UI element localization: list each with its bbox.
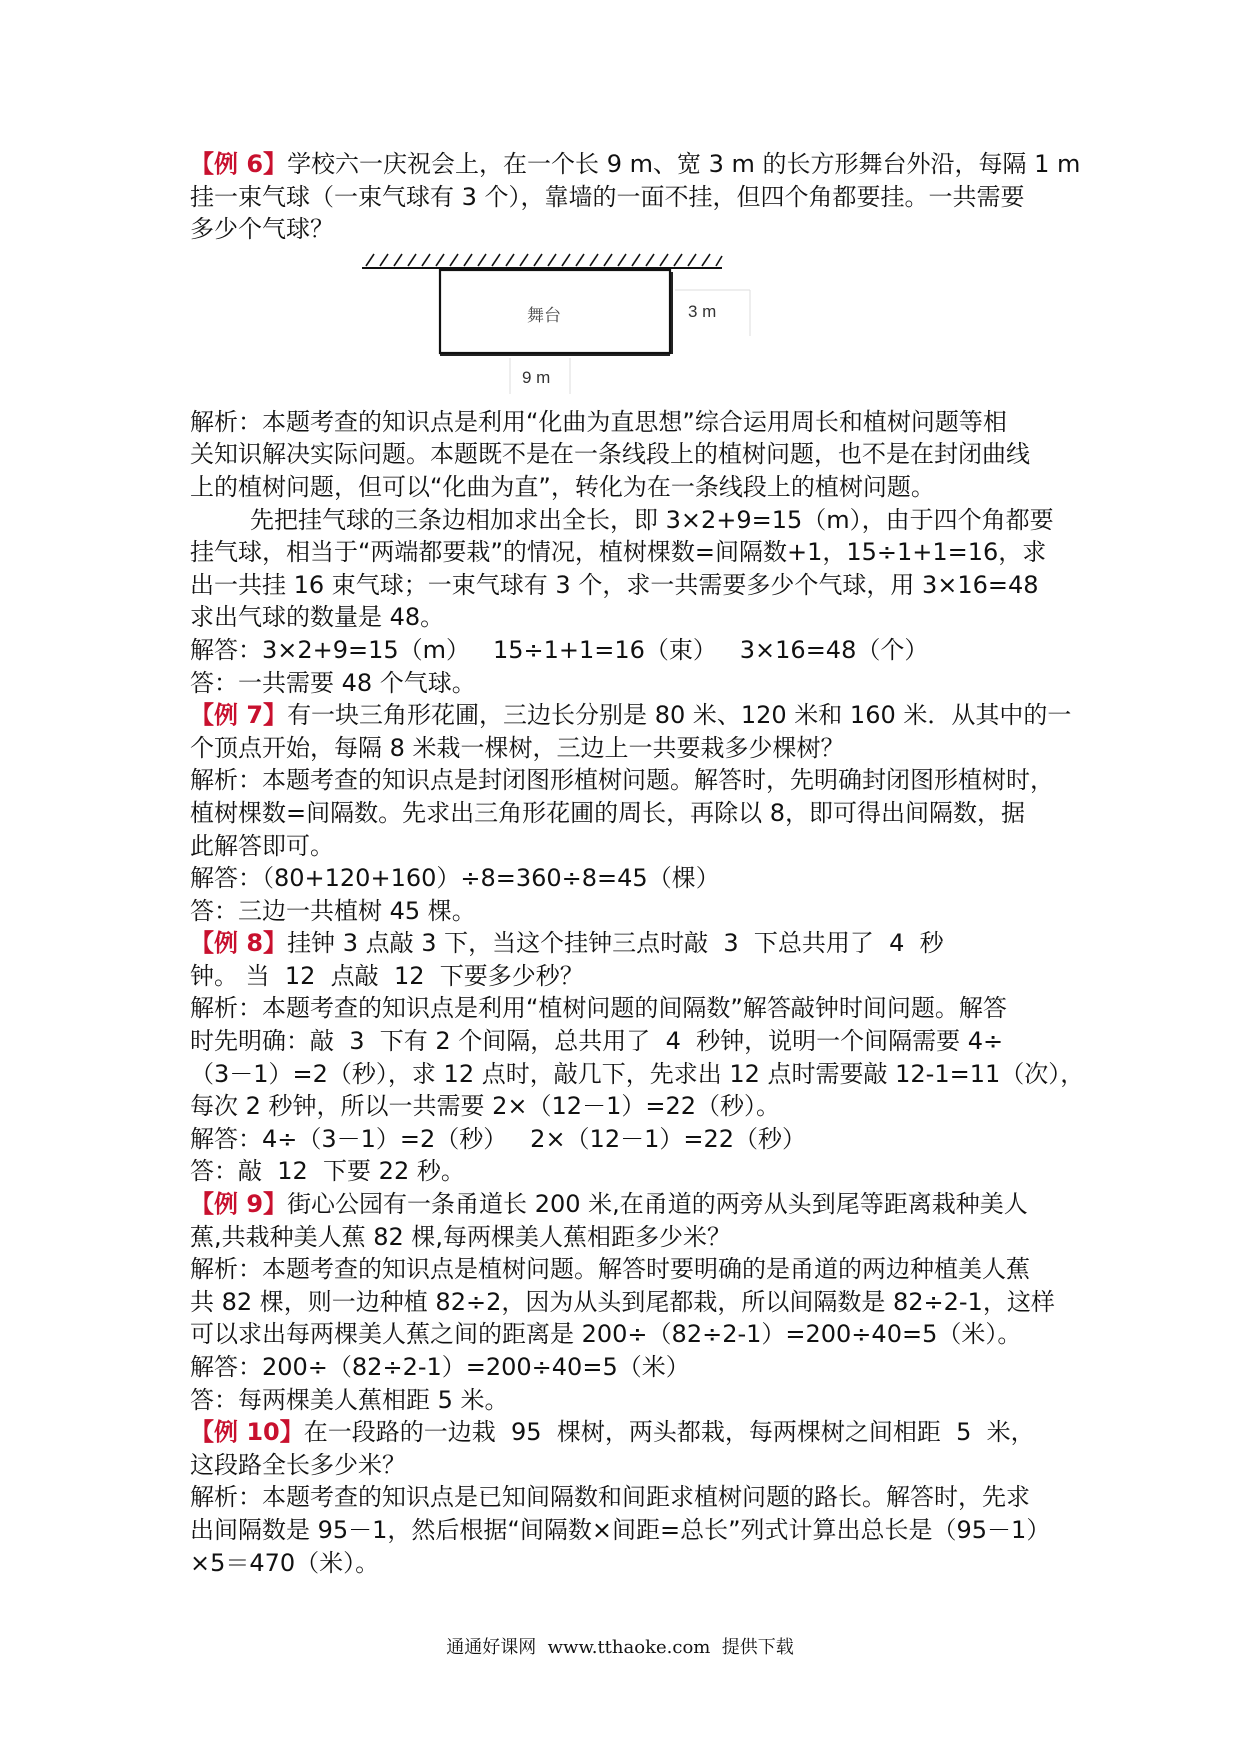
ex8-question-line: 钟。 当 12 点敲 12 下要多少秒？: [190, 961, 584, 990]
ex9-question-line: 蕉,共栽种美人蕉 82 棵,每两棵美人蕉相距多少米？: [190, 1222, 732, 1251]
ex9-solution: 解答：200÷（82÷2-1）=200÷40=5（米）: [190, 1353, 690, 1381]
ex9-analysis-line: 共 82 棵，则一边种植 82÷2，因为从头到尾都栽，所以间隔数是 82÷2-1，这样: [190, 1287, 1055, 1316]
page-footer: 通通好课网 www.tthaoke.com 提供下载: [446, 1637, 794, 1658]
ex6-question-line: 挂一束气球（一束气球有 3 个），靠墙的一面不挂，但四个角都要挂。一共需要: [190, 182, 1025, 211]
stage-diagram: [190, 246, 1060, 406]
ex9-analysis-line: 可以求出每两棵美人蕉之间的距离是 200÷（82÷2-1）=200÷40=5（米）。: [190, 1320, 1022, 1349]
width-label: 3 m: [688, 301, 717, 321]
document-body: [190, 148, 1085, 1579]
ex8-analysis-line: 时先明确：敲 3 下有 2 个间隔，总共用了 4 秒钟，说明一个间隔需要 4÷: [190, 1027, 1004, 1056]
ex9-analysis-line: 解析：本题考查的知识点是植树问题。解答时要明确的是甬道的两边种植美人蕉: [190, 1255, 1030, 1284]
ex7-analysis-line: 此解答即可。: [190, 831, 334, 860]
ex9-tag: 【例 9】: [190, 1190, 288, 1219]
ex7-analysis-line: 植树棵数=间隔数。先求出三角形花圃的周长，再除以 8，即可得出间隔数，据: [190, 798, 1026, 827]
ex6-tag: 【例 6】: [190, 150, 288, 178]
ex10-question-line: 【例 10】在一段路的一边栽 95 棵树，两头都栽，每两棵树之间相距 5 米，: [190, 1418, 1035, 1447]
ex7-solution: 解答：（80+120+160）÷8=360÷8=45（棵）: [190, 864, 720, 893]
ex6-analysis-line: 关知识解决实际问题。本题既不是在一条线段上的植树问题，也不是在封闭曲线: [190, 440, 1030, 469]
ex7-question-line: 【例 7】有一块三角形花圃，三边长分别是 80 米、120 米和 160 米．从其中的一: [190, 701, 1072, 730]
ex6-analysis-line: 挂气球，相当于“两端都要栽”的情况，植树棵数=间隔数+1，15÷1+1=16，求: [190, 538, 1047, 567]
ex7-tag: 【例 7】: [190, 701, 288, 730]
ex9-answer: 答：每两棵美人蕉相距 5 米。: [190, 1385, 509, 1414]
stage-diagram-svg: [190, 246, 1060, 406]
ex7-answer: 答：三边一共植树 45 棵。: [190, 896, 476, 925]
length-label: 9 m: [522, 367, 551, 387]
ex10-tag: 【例 10】: [190, 1418, 304, 1447]
ex8-answer: 答：敲 12 下要 22 秒。: [190, 1157, 465, 1186]
ex10-question-line: 这段路全长多少米？: [190, 1450, 406, 1479]
ex8-analysis-line: 解析：本题考查的知识点是利用“植树问题的间隔数”解答敲钟时间问题。解答: [190, 994, 1007, 1023]
ex6-solution: 解答：3×2+9=15（m） 15÷1+1=16（束） 3×16=48（个）: [190, 635, 929, 664]
ex6-analysis-line: 求出气球的数量是 48。: [190, 603, 445, 632]
ex6-analysis-line: 出一共挂 16 束气球；一束气球有 3 个，求一共需要多少个气球，用 3×16=48: [190, 570, 1039, 599]
ex6-analysis-line: 上的植树问题，但可以“化曲为直”，转化为在一条线段上的植树问题。: [190, 472, 935, 501]
wall-hatching: [366, 254, 722, 266]
ex9-question-line: 【例 9】街心公园有一条甬道长 200 米,在甬道的两旁从头到尾等距离栽种美人: [190, 1190, 1028, 1219]
ex8-analysis-line: （3－1）=2（秒），求 12 点时，敲几下，先求出 12 点时需要敲 12-1=11（次），: [190, 1059, 1085, 1088]
ex6-analysis-line: 先把挂气球的三条边相加求出全长，即 3×2+9=15（m），由于四个角都要: [250, 505, 1054, 534]
ex6-question-line: 【例 6】学校六一庆祝会上，在一个长 9 m、宽 3 m 的长方形舞台外沿，每隔 1 m: [190, 150, 1081, 178]
ex6-question-line: 多少个气球？: [190, 215, 334, 244]
ex8-tag: 【例 8】: [190, 929, 288, 958]
ex6-analysis-line: 解析：本题考查的知识点是利用“化曲为直思想”综合运用周长和植树问题等相: [190, 407, 1007, 436]
ex6-answer: 答：一共需要 48 个气球。: [190, 668, 476, 697]
ex8-solution: 解答：4÷（3－1）=2（秒） 2×（12－1）=22（秒）: [190, 1124, 807, 1153]
ex7-analysis-line: 解析：本题考查的知识点是封闭图形植树问题。解答时，先明确封闭图形植树时，: [190, 766, 1054, 795]
ex10-analysis-line: ×5＝470（米）。: [190, 1548, 380, 1577]
stage-label: 舞台: [527, 305, 561, 326]
ex8-question-line: 【例 8】挂钟 3 点敲 3 下，当这个挂钟三点时敲 3 下总共用了 4 秒: [190, 929, 944, 958]
ex10-analysis-line: 解析：本题考查的知识点是已知间隔数和间距求植树问题的路长。解答时，先求: [190, 1483, 1030, 1512]
ex10-analysis-line: 出间隔数是 95－1，然后根据“间隔数×间距=总长”列式计算出总长是（95－1）: [190, 1515, 1051, 1544]
ex8-analysis-line: 每次 2 秒钟，所以一共需要 2×（12－1）=22（秒）。: [190, 1092, 780, 1121]
ex7-question-line: 个顶点开始，每隔 8 米栽一棵树，三边上一共要栽多少棵树？: [190, 733, 845, 762]
